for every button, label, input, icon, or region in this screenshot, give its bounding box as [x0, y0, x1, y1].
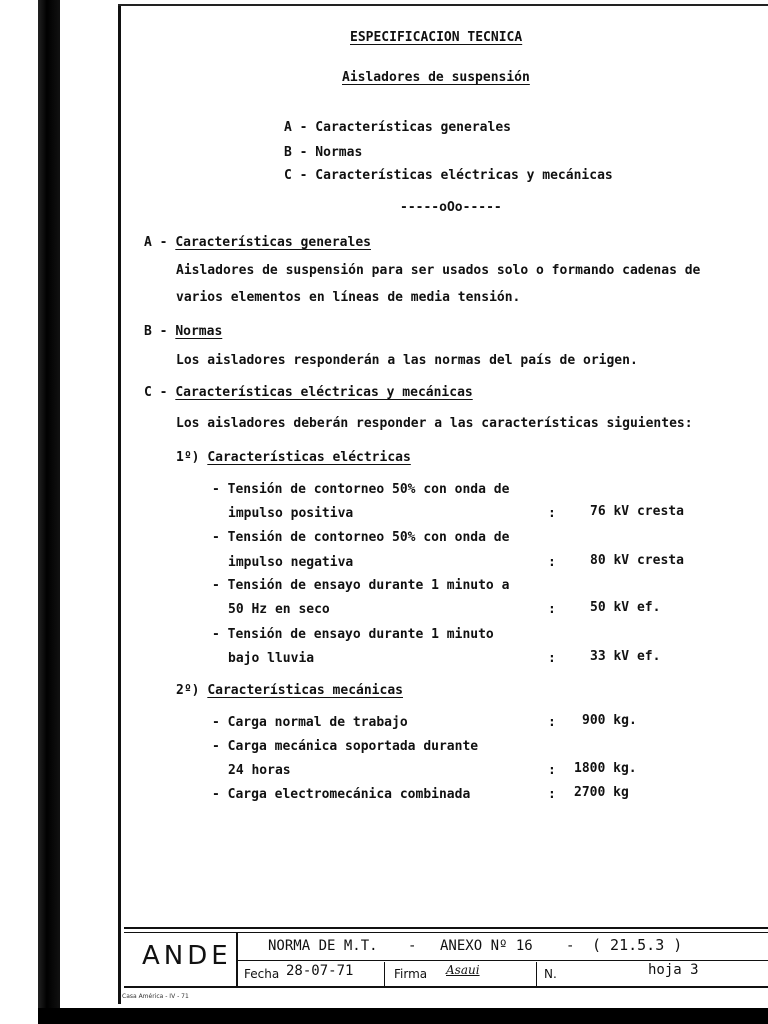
electrical-item-1-line-1: - Tensión de contorneo 50% con onda de	[212, 482, 510, 497]
mechanical-number: 2º)	[176, 683, 200, 698]
section-b-heading	[144, 324, 222, 339]
scan-bottom-edge	[38, 1008, 768, 1024]
mechanical-heading	[176, 683, 403, 698]
electrical-item-2-line-1: - Tensión de contorneo 50% con onda de	[212, 530, 510, 545]
footer-rule-top	[124, 927, 768, 929]
electrical-item-4-sep: :	[548, 651, 556, 666]
mechanical-item-2-sep: :	[548, 763, 556, 778]
electrical-item-3-sep: :	[548, 602, 556, 617]
toc-item-b: B - Normas	[284, 145, 363, 160]
electrical-item-3-line-2: 50 Hz en seco	[228, 602, 330, 617]
electrical-number: 1º)	[176, 450, 200, 465]
section-a-prefix: A -	[144, 235, 168, 250]
divider: -----oOo-----	[400, 200, 502, 215]
section-c-title: Características eléctricas y mecánicas	[175, 385, 473, 400]
ande-logo: ANDE	[142, 941, 232, 971]
electrical-item-1-value: 76 kV cresta	[590, 504, 684, 519]
mechanical-item-2-line-1: - Carga mecánica soportada durante	[212, 739, 479, 754]
footer-fecha-value: 28-07-71	[286, 963, 354, 979]
footer-anexo: ANEXO Nº 16	[440, 938, 533, 954]
footer-code: ( 21.5.3 )	[592, 936, 683, 954]
mechanical-item-2-value: 1800 kg.	[574, 761, 637, 776]
section-b-prefix: B -	[144, 324, 168, 339]
mechanical-item-3-value: 2700 kg	[574, 785, 629, 800]
section-c-heading	[144, 385, 473, 400]
footer-signature: Asaui	[446, 963, 480, 977]
binder-edge	[38, 0, 60, 1010]
footer-dash-1: -	[408, 938, 417, 954]
electrical-item-4-value: 33 kV ef.	[590, 649, 661, 664]
footer-dash-2: -	[566, 938, 575, 954]
toc-item-a: A - Características generales	[284, 120, 511, 135]
section-a-title: Características generales	[175, 235, 371, 250]
electrical-item-3-line-1: - Tensión de ensayo durante 1 minuto a	[212, 578, 510, 593]
electrical-item-3-value: 50 kV ef.	[590, 600, 661, 615]
toc-item-c: C - Características eléctricas y mecánicas	[284, 168, 613, 183]
footer-separator-1	[384, 962, 385, 986]
document-title: ESPECIFICACION TECNICA	[350, 30, 523, 45]
mechanical-title: Características mecánicas	[207, 683, 403, 698]
section-b-text: Los aisladores responderán a las normas del país de origen.	[176, 353, 638, 368]
footer-rule-middle	[238, 960, 768, 961]
section-a-line-1: Aisladores de suspensión para ser usados solo o formando cadenas de	[176, 263, 701, 278]
electrical-heading	[176, 450, 411, 465]
footer-norma: NORMA DE M.T.	[268, 938, 378, 954]
electrical-item-4-line-2: bajo lluvia	[228, 651, 315, 666]
footer-hoja: hoja 3	[648, 962, 699, 978]
document-subtitle: Aisladores de suspensión	[342, 70, 530, 85]
electrical-item-4-line-1: - Tensión de ensayo durante 1 minuto	[212, 627, 494, 642]
footer-separator-2	[536, 962, 537, 986]
section-a-line-2: varios elementos en líneas de media tensión.	[176, 290, 521, 305]
mechanical-item-2-line-2: 24 horas	[228, 763, 291, 778]
page-border-top	[118, 4, 768, 6]
electrical-item-2-value: 80 kV cresta	[590, 553, 684, 568]
footer-fecha-label: Fecha	[244, 967, 280, 981]
mechanical-item-1-sep: :	[548, 715, 556, 730]
section-c-prefix: C -	[144, 385, 168, 400]
footer-firma-label: Firma	[394, 967, 428, 981]
electrical-item-2-line-2: impulso negativa	[228, 555, 354, 570]
electrical-title: Características eléctricas	[207, 450, 411, 465]
section-c-intro: Los aisladores deberán responder a las características siguientes:	[176, 416, 693, 431]
mechanical-item-1-value: 900 kg.	[582, 713, 637, 728]
footer-n-label: N.	[544, 967, 557, 981]
footer-rule-bottom	[124, 986, 768, 988]
electrical-item-1-line-2: impulso positiva	[228, 506, 354, 521]
mechanical-item-3-sep: :	[548, 787, 556, 802]
page-border-left	[118, 4, 121, 1004]
section-a-heading	[144, 235, 371, 250]
mechanical-item-3-line-1: - Carga electromecánica combinada	[212, 787, 471, 802]
electrical-item-1-sep: :	[548, 506, 556, 521]
printer-mark: Casa América - IV - 71	[122, 993, 189, 1000]
section-b-title: Normas	[175, 324, 223, 339]
mechanical-item-1-line-1: - Carga normal de trabajo	[212, 715, 408, 730]
electrical-item-2-sep: :	[548, 555, 556, 570]
